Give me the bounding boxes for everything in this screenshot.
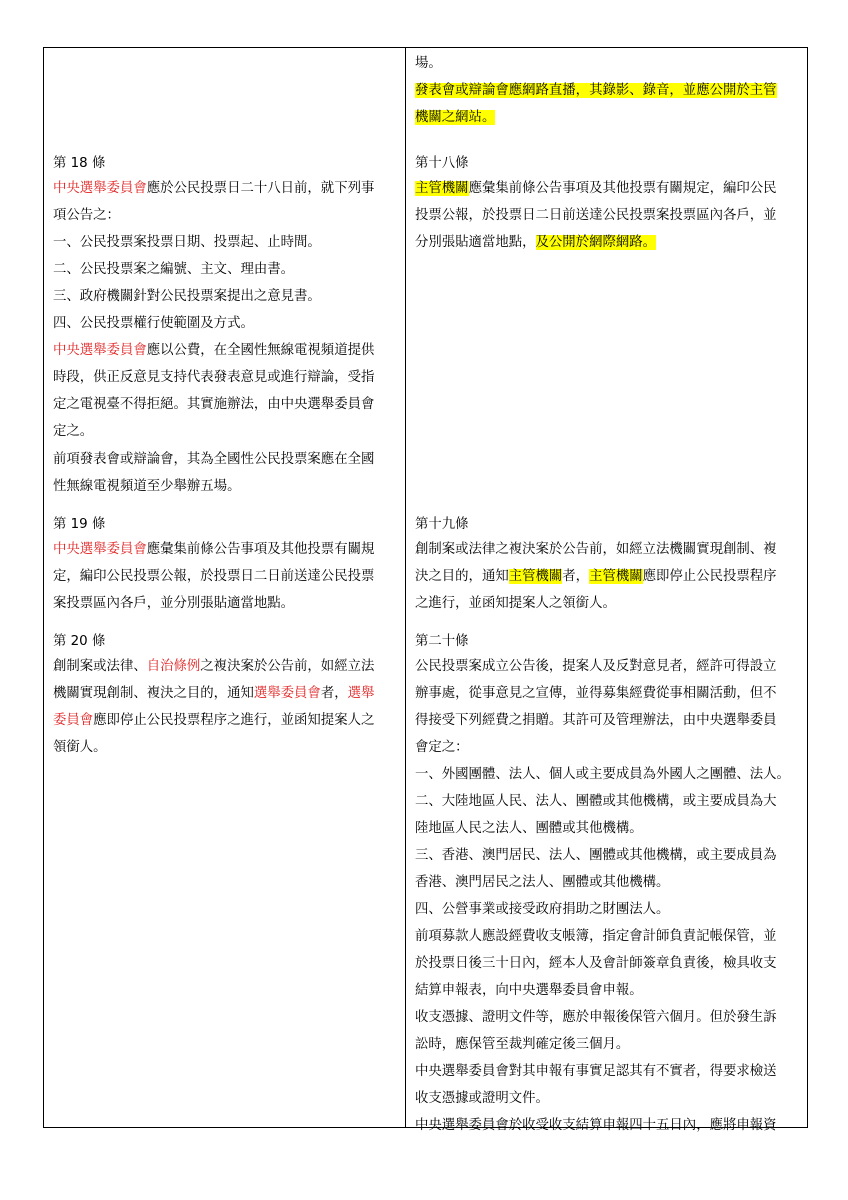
left_column-line bbox=[53, 423, 93, 443]
highlighted-text: 機關之網站。 bbox=[415, 110, 496, 125]
text-segment: 三、政府機關針對公民投票案提出之意見書。 bbox=[53, 289, 321, 304]
text-segment: 第 20 條 bbox=[53, 634, 106, 649]
text-segment: 第二十條 bbox=[415, 634, 469, 649]
text-segment: 第十九條 bbox=[415, 517, 469, 532]
text-segment: 中央選舉委員會於收受收支結算申報四十五日內，應將申報資 bbox=[415, 1118, 777, 1133]
amended-term: 中央選舉委員會 bbox=[53, 181, 147, 196]
text-segment: 中央選舉委員會對其申報有事實足認其有不實者，得要求檢送 bbox=[415, 1064, 777, 1079]
left_column-line bbox=[53, 658, 374, 678]
left_column-line bbox=[53, 234, 321, 254]
text-segment: 於投票日後三十日內，經本人及會計師簽章負責後，檢具收支 bbox=[415, 956, 777, 971]
text-segment: 應彙集前條公告事項及其他投票有關規定，編印公民 bbox=[468, 181, 777, 196]
left_column-line bbox=[53, 315, 254, 335]
right_column-line bbox=[415, 595, 616, 615]
text-segment: 應於公民投票日二十八日前，就下列事 bbox=[146, 181, 375, 196]
left_column-line bbox=[53, 541, 374, 561]
text-segment: 領銜人。 bbox=[53, 740, 107, 755]
right_column-line bbox=[415, 207, 777, 227]
amended-term: 委員會 bbox=[53, 713, 94, 728]
right_column-line bbox=[415, 541, 777, 561]
column-divider bbox=[405, 48, 406, 1127]
amended-term: 中央選舉委員會 bbox=[53, 542, 147, 557]
left_column-line bbox=[53, 451, 374, 471]
text-segment: 應即停止公民投票程序之進行，並函知提案人之 bbox=[93, 713, 375, 728]
text-segment: 三、香港、澳門居民、法人、團體或其他機構，或主要成員為 bbox=[415, 848, 777, 863]
text-segment: 訟時，應保管至裁判確定後三個月。 bbox=[415, 1037, 630, 1052]
text-segment: 投票公報，於投票日二日前送達公民投票案投票區內各戶，並 bbox=[415, 208, 777, 223]
text-segment: 第 19 條 bbox=[53, 517, 106, 532]
right_column-line bbox=[415, 793, 777, 813]
text-segment: 場。 bbox=[415, 56, 442, 71]
highlighted-text: 主管機關 bbox=[508, 569, 563, 584]
right_column-line bbox=[415, 1036, 629, 1056]
text-segment: 創制案或法律、 bbox=[53, 659, 147, 674]
text-segment: 者， bbox=[562, 569, 590, 584]
highlighted-text: 主管機關 bbox=[589, 569, 643, 584]
left_column-line bbox=[53, 207, 120, 227]
text-segment: 性無線電視頻道至少舉辦五場。 bbox=[53, 479, 241, 494]
text-segment: 二、公民投票案之編號、主文、理由書。 bbox=[53, 262, 295, 277]
left_column-line bbox=[53, 369, 374, 389]
text-segment: 第 18 條 bbox=[53, 156, 106, 171]
highlighted-text: 及公開於網際網路。 bbox=[535, 235, 657, 250]
right_column-line bbox=[415, 712, 777, 732]
text-segment: 創制案或法律之複決案於公告前，如經立法機關實現創制、複 bbox=[415, 542, 777, 557]
right_column-line bbox=[415, 685, 777, 705]
left_column-line bbox=[53, 516, 105, 536]
right_column-line bbox=[415, 109, 495, 129]
left_column-line bbox=[53, 478, 240, 498]
text-segment: 會定之： bbox=[415, 740, 469, 755]
right_column-line bbox=[415, 820, 643, 840]
left_column-line bbox=[53, 396, 374, 416]
right_column-line bbox=[415, 982, 643, 1002]
text-segment: 者， bbox=[320, 686, 348, 701]
text-segment: 應彙集前條公告事項及其他投票有關規 bbox=[146, 542, 375, 557]
right_column-line bbox=[415, 55, 442, 75]
left_column-line bbox=[53, 568, 374, 588]
right_column-line bbox=[415, 928, 777, 948]
text-segment: 收支憑據或證明文件。 bbox=[415, 1091, 549, 1106]
amended-term: 選舉委員會 bbox=[253, 686, 321, 701]
text-segment: 決之目的，通知 bbox=[415, 569, 509, 584]
text-segment: 四、公營事業或接受政府捐助之財團法人。 bbox=[415, 902, 670, 917]
text-segment: 定，編印公民投票公報，於投票日二日前送達公民投票 bbox=[53, 569, 375, 584]
text-segment: 時段，供正反意見支持代表發表意見或進行辯論，受指 bbox=[53, 370, 375, 385]
right_column-line bbox=[415, 658, 777, 678]
right_column-line bbox=[415, 1063, 777, 1083]
right_column-line bbox=[415, 874, 669, 894]
right_column-line bbox=[415, 1117, 777, 1137]
text-segment: 項公告之： bbox=[53, 208, 120, 223]
text-segment: 應即停止公民投票程序 bbox=[642, 569, 777, 584]
right_column-line bbox=[415, 1090, 549, 1110]
left_column-line bbox=[53, 342, 374, 362]
right_column-line bbox=[415, 234, 656, 254]
text-segment: 公民投票案成立公告後，提案人及反對意見者，經許可得設立 bbox=[415, 659, 777, 674]
text-segment: 之複決案於公告前，如經立法 bbox=[200, 659, 375, 674]
text-segment: 應以公費，在全國性無線電視頻道提供 bbox=[146, 343, 375, 358]
right_column-line bbox=[415, 1009, 777, 1029]
left_column-line bbox=[53, 595, 294, 615]
text-segment: 第十八條 bbox=[415, 156, 469, 171]
right_column-line bbox=[415, 739, 469, 759]
right_column-line bbox=[415, 516, 469, 536]
right_column-line bbox=[415, 633, 469, 653]
left_column-line bbox=[53, 633, 105, 653]
left_column-line bbox=[53, 261, 294, 281]
right_column-line bbox=[415, 847, 777, 867]
text-segment: 機關實現創制、複決之目的，通知 bbox=[53, 686, 254, 701]
right_column-line bbox=[415, 82, 777, 102]
text-segment: 案投票區內各戶，並分別張貼適當地點。 bbox=[53, 596, 295, 611]
text-segment: 定之電視臺不得拒絕。其實施辦法，由中央選舉委員會 bbox=[53, 397, 375, 412]
text-segment: 得接受下列經費之捐贈。其許可及管理辦法，由中央選舉委員 bbox=[415, 713, 777, 728]
right_column-line bbox=[415, 955, 777, 975]
text-segment: 結算申報表，向中央選舉委員會申報。 bbox=[415, 983, 643, 998]
text-segment: 辦事處，從事意見之宣傳，並得募集經費從事相關活動，但不 bbox=[415, 686, 777, 701]
right_column-line bbox=[415, 180, 777, 200]
right_column-line bbox=[415, 766, 790, 786]
amended-term: 選舉 bbox=[347, 686, 375, 701]
left_column-line bbox=[53, 712, 374, 732]
right_column-line bbox=[415, 568, 777, 588]
text-segment: 前項募款人應設經費收支帳簿，指定會計師負責記帳保管，並 bbox=[415, 929, 777, 944]
text-segment: 收支憑據、證明文件等，應於申報後保管六個月。但於發生訴 bbox=[415, 1010, 777, 1025]
amended-term: 自治條例 bbox=[146, 659, 201, 674]
left_column-line bbox=[53, 739, 107, 759]
left_column-line bbox=[53, 180, 374, 200]
amended-term: 中央選舉委員會 bbox=[53, 343, 147, 358]
highlighted-text: 主管機關 bbox=[415, 181, 469, 196]
text-segment: 陸地區人民之法人、團體或其他機構。 bbox=[415, 821, 643, 836]
text-segment: 分別張貼適當地點， bbox=[415, 235, 536, 250]
text-segment: 一、公民投票案投票日期、投票起、止時間。 bbox=[53, 235, 321, 250]
left_column-line bbox=[53, 155, 105, 175]
text-segment: 二、大陸地區人民、法人、團體或其他機構，或主要成員為大 bbox=[415, 794, 777, 809]
text-segment: 香港、澳門居民之法人、團體或其他機構。 bbox=[415, 875, 670, 890]
highlighted-text: 發表會或辯論會應網路直播，其錄影、錄音，並應公開於主管 bbox=[415, 83, 777, 98]
text-segment: 一、外國團體、法人、個人或主要成員為外國人之團體、法人。 bbox=[415, 767, 790, 782]
text-segment: 四、公民投票權行使範圍及方式。 bbox=[53, 316, 254, 331]
text-segment: 前項發表會或辯論會，其為全國性公民投票案應在全國 bbox=[53, 452, 375, 467]
comparison-table bbox=[43, 47, 808, 1133]
right_column-line bbox=[415, 155, 469, 175]
left_column-line bbox=[53, 288, 321, 308]
text-segment: 之進行，並函知提案人之領銜人。 bbox=[415, 596, 616, 611]
right_column-line bbox=[415, 901, 669, 921]
left_column-line bbox=[53, 685, 374, 705]
text-segment: 定之。 bbox=[53, 424, 94, 439]
